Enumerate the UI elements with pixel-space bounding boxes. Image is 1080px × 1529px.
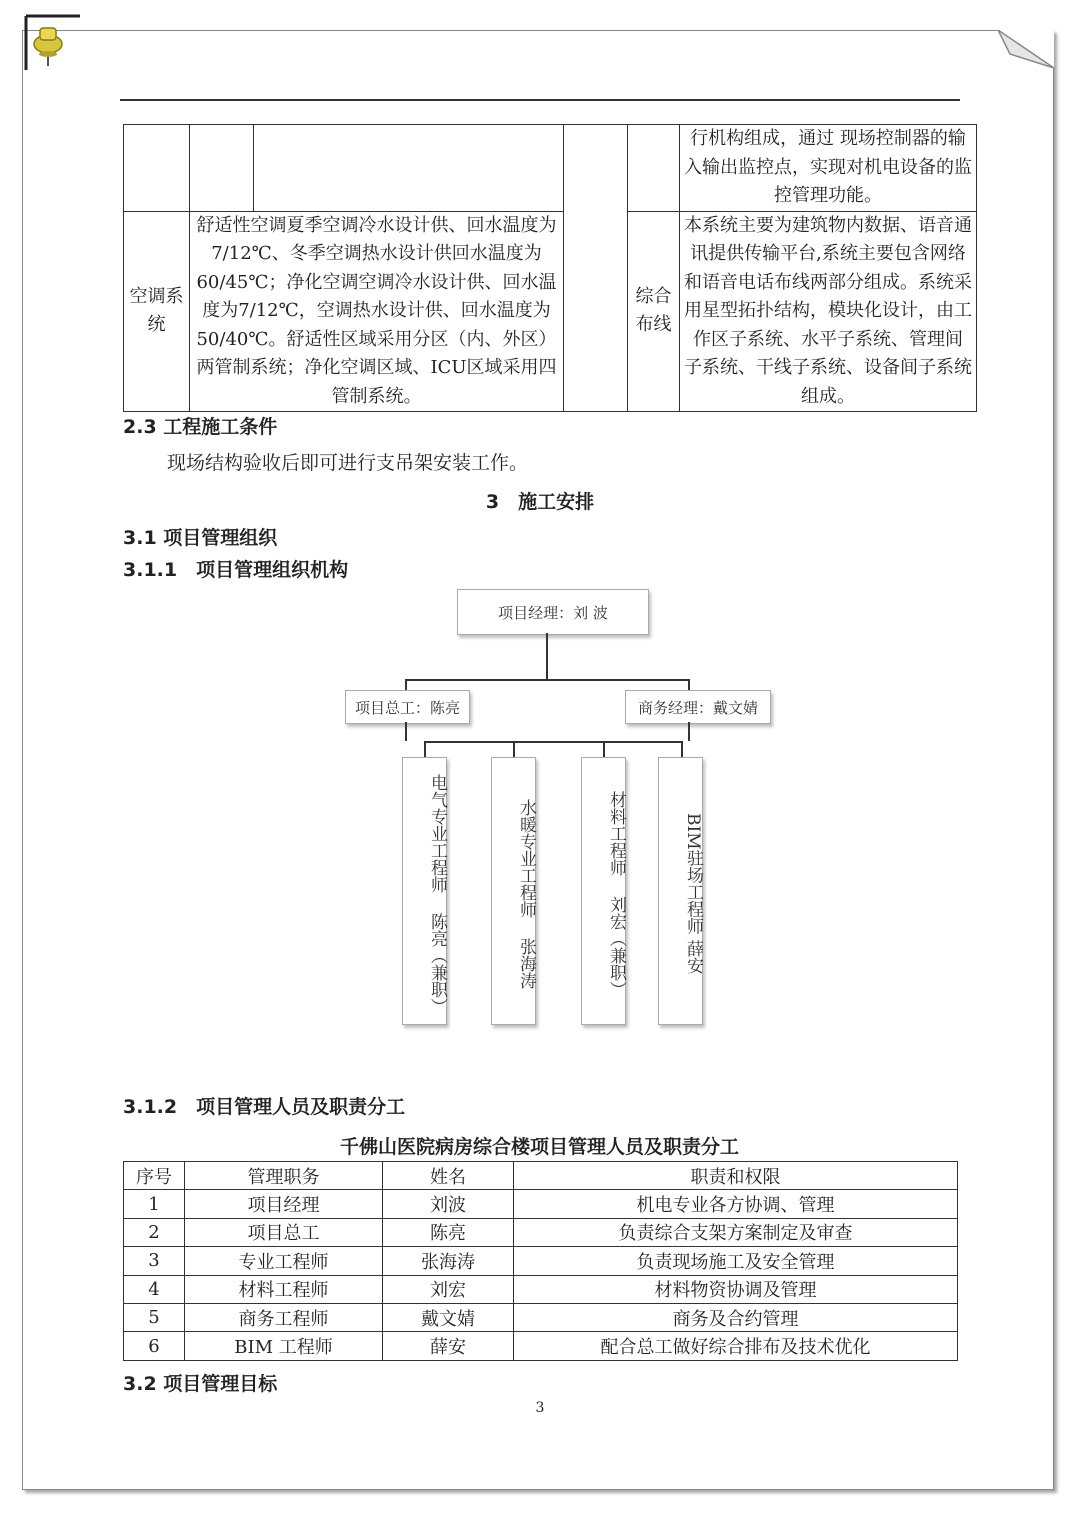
table-row: [124, 1247, 958, 1275]
org-connector: [405, 679, 688, 681]
table-cell: 配合总工做好综合排布及技术优化: [514, 1332, 958, 1360]
table-cell: 项目总工: [185, 1218, 383, 1246]
org-connector: [405, 722, 407, 741]
column-header: 序号: [124, 1162, 185, 1190]
system-spec-table: [123, 124, 977, 412]
staff-table: [123, 1161, 958, 1361]
table-header-row: [124, 1162, 958, 1190]
table-cell: BIM 工程师: [185, 1332, 383, 1360]
table-row: [124, 1190, 958, 1218]
org-connector: [546, 633, 548, 679]
section-heading-3-1-1: 3.1.1 项目管理组织机构: [123, 559, 349, 581]
org-connector: [513, 741, 515, 757]
spec-cabling-label: 综合布线: [628, 211, 680, 412]
staff-table-title: 千佛山医院病房综合楼项目管理人员及职责分工: [339, 1136, 739, 1158]
spec-hvac-desc: 舒适性空调夏季空调冷水设计供、回水温度为7/12℃、冬季空调热水设计供回水温度为60/45℃；净化空调空调冷水设计供、回水温度为7/12℃，空调热水设计供、回水温度为50/40℃。舒适性区域采用分区（内、外区）两管制系统；净化空调区域、ICU区域采用四管制系统。: [190, 211, 564, 412]
header-rule: [120, 99, 960, 101]
spec-hvac-label: 空调系统: [124, 211, 190, 412]
page-curl-icon: [998, 30, 1054, 70]
spec-cell: [564, 125, 628, 412]
table-row: [124, 1275, 958, 1303]
table-cell: 负责综合支架方案制定及审查: [514, 1218, 958, 1246]
table-cell: 材料工程师: [185, 1275, 383, 1303]
org-connector: [603, 741, 605, 757]
table-cell: 负责现场施工及安全管理: [514, 1247, 958, 1275]
table-cell: 张海涛: [383, 1247, 514, 1275]
spec-cabling-desc: 本系统主要为建筑物内数据、语音通讯提供传输平台,系统主要包含网络和语音电话布线两部分组成。系统采用星型拓扑结构，模块化设计，由工作区子系统、水平子系统、管理间 子系统、干线子系统、设备间子系统组成。: [680, 211, 977, 412]
table-row: [124, 1303, 958, 1331]
org-node-project-manager: 项目经理：刘 波: [457, 589, 649, 635]
org-node-bim-engineer: BIM驻场工程师 薛安: [658, 757, 703, 1025]
table-cell: 项目经理: [185, 1190, 383, 1218]
table-cell: 3: [124, 1247, 185, 1275]
org-connector: [681, 741, 683, 757]
table-cell: 5: [124, 1303, 185, 1331]
spec-cell: [254, 125, 564, 212]
pushpin-icon: [22, 14, 82, 74]
org-connector: [688, 722, 690, 741]
section-paragraph: 现场结构验收后即可进行支吊架安装工作。: [167, 452, 529, 474]
org-node-business-manager: 商务经理：戴文婧: [625, 690, 771, 724]
org-node-materials-engineer: 材料工程师 刘宏（兼职）: [581, 757, 626, 1025]
section-heading-3-1-2: 3.1.2 项目管理人员及职责分工: [123, 1096, 406, 1118]
table-cell: 戴文婧: [383, 1303, 514, 1331]
section-heading-2-3: 2.3 工程施工条件: [123, 416, 278, 438]
page-number: 3: [535, 1400, 545, 1416]
column-header: 姓名: [383, 1162, 514, 1190]
section-heading-3-2: 3.2 项目管理目标: [123, 1373, 278, 1395]
org-node-electrical-engineer: 电气专业工程师 陈亮（兼职）: [402, 757, 447, 1025]
table-cell: 4: [124, 1275, 185, 1303]
section-heading-3-1: 3.1 项目管理组织: [123, 527, 278, 549]
table-row: [124, 1218, 958, 1246]
table-cell: 6: [124, 1332, 185, 1360]
org-connector: [424, 741, 426, 757]
spec-cell: [190, 125, 254, 212]
spec-cell: [628, 125, 680, 212]
org-node-hvac-engineer: 水暖专业工程师 张海涛: [491, 757, 536, 1025]
table-cell: 材料物资协调及管理: [514, 1275, 958, 1303]
table-cell: 陈亮: [383, 1218, 514, 1246]
table-cell: 薛安: [383, 1332, 514, 1360]
org-connector: [424, 741, 682, 743]
spec-cell: [124, 125, 190, 212]
column-header: 管理职务: [185, 1162, 383, 1190]
table-cell: 2: [124, 1218, 185, 1246]
table-cell: 商务工程师: [185, 1303, 383, 1331]
table-row: [124, 1332, 958, 1360]
table-cell: 商务及合约管理: [514, 1303, 958, 1331]
org-node-chief-engineer: 项目总工：陈亮: [345, 690, 470, 724]
table-cell: 1: [124, 1190, 185, 1218]
column-header: 职责和权限: [514, 1162, 958, 1190]
table-cell: 专业工程师: [185, 1247, 383, 1275]
spec-bas-desc: 行机构组成，通过 现场控制器的输入输出监控点，实现对机电设备的监控管理功能。: [680, 125, 977, 212]
table-cell: 刘宏: [383, 1275, 514, 1303]
table-cell: 刘波: [383, 1190, 514, 1218]
table-cell: 机电专业各方协调、管理: [514, 1190, 958, 1218]
chapter-heading-3: 3 施工安排: [485, 491, 595, 513]
